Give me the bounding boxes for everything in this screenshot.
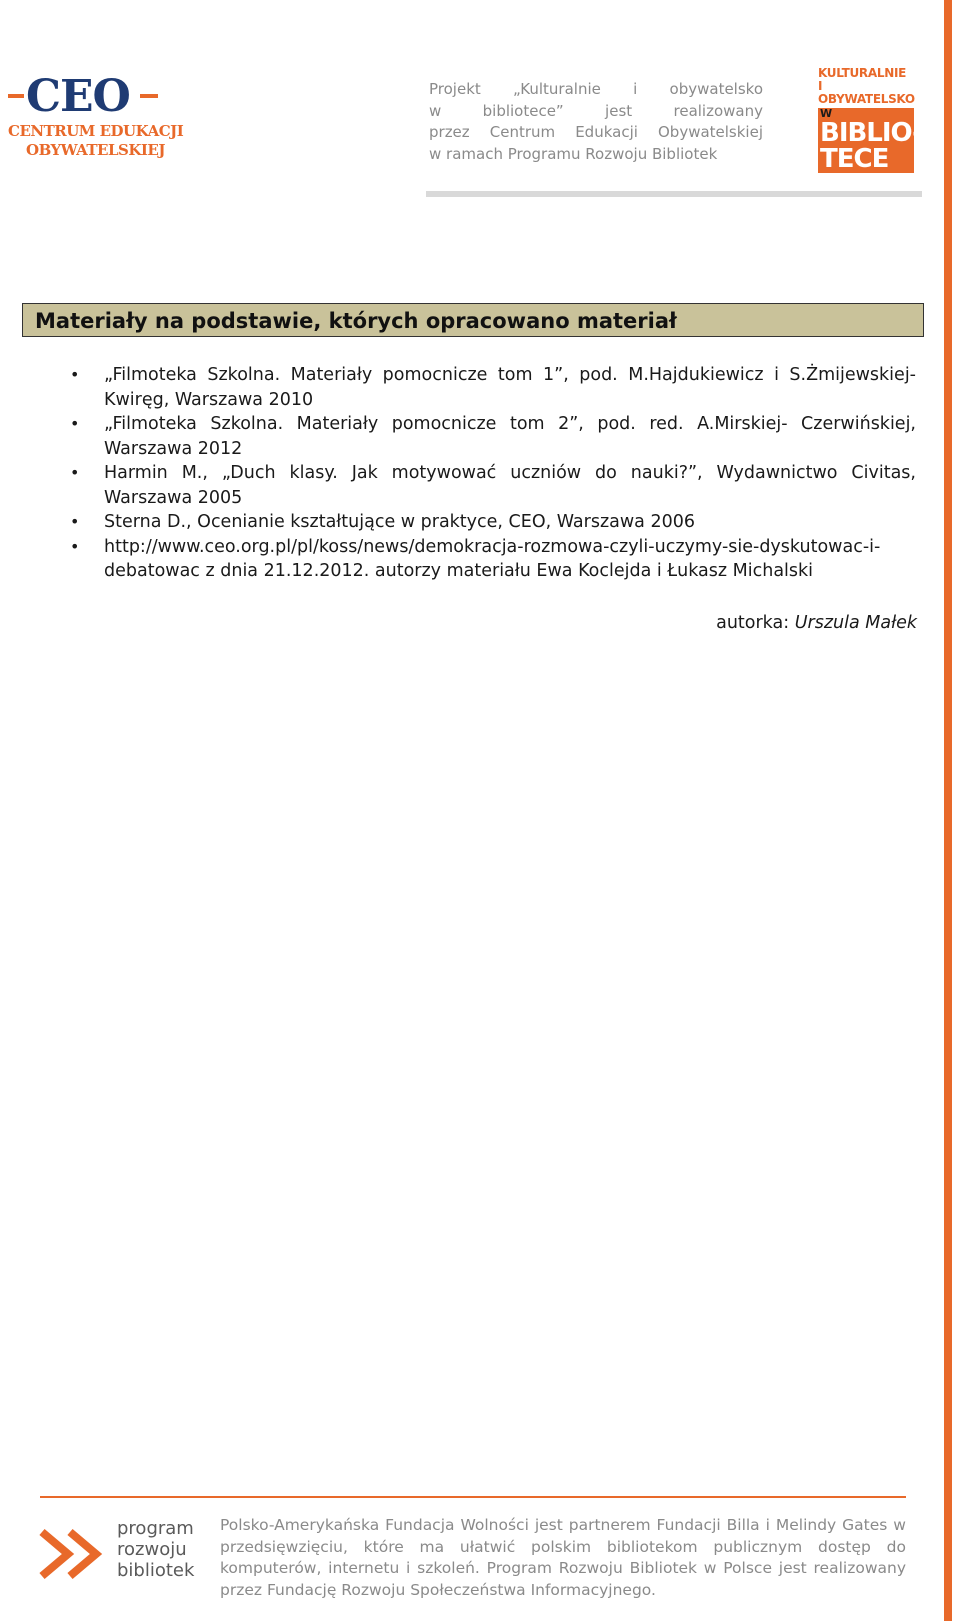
author-label: autorka: [716,613,790,633]
kulturalnie-logo-box [818,107,922,174]
ceo-logo-main: CEO [26,71,130,122]
project-line: w ramach Programu Rozwoju Bibliotek [429,144,718,163]
kulturalnie-logo-top1: KULTURALNIE [818,66,907,80]
project-line: przez Centrum Edukacji Obywatelskiej [429,123,763,141]
reference-text: Harmin M., „Duch klasy. Jak motywować uczniów do nauki?”, Wydawnictwo Civitas, Warszawa 2005 [104,463,916,508]
author-name: Urszula Małek [794,613,917,633]
references-list [66,363,916,584]
program-rozwoju-bibliotek-logo [38,1518,208,1588]
bullet-icon: • [70,365,80,384]
ceo-logo-line1: CENTRUM EDUKACJI [8,122,184,140]
program-logo-line: bibliotek [117,1560,195,1581]
reference-text: http://www.ceo.org.pl/pl/koss/news/demokracja-rozmowa-czyli-uczymy-sie-dyskutowac-i-debatowac z dnia 21.12.2012. autorzy materiału Ewa Koclejda i Łukasz Michalski [104,536,881,581]
kulturalnie-logo [818,66,922,174]
section-title: Materiały na podstawie, których opracowano materiał [35,309,677,333]
chevrons-icon [38,1526,108,1582]
footer-divider [40,1496,906,1498]
list-item [66,510,916,535]
project-line: w bibliotece” jest realizowany [429,101,763,120]
ceo-logo-dash-left [8,94,24,98]
kulturalnie-logo-big1: BIBLIO- [820,118,922,148]
kulturalnie-logo-big2: TECE [820,144,889,174]
program-logo-line: rozwoju [117,1539,187,1560]
right-accent-bar [944,0,952,1621]
footer-text: Polsko-Amerykańska Fundacja Wolności jest partnerem Fundacji Billa i Melindy Gates w przedsięwzięciu, które ma ułatwić polskim bibliotekom publicznym dostęp do komputerów, internetu i szkoleń. Program Rozwoju Bibliotek w Polsce jest realizowany przez Fundację Rozwoju Społeczeństwa Informacyjnego. [220,1516,906,1599]
bullet-icon: • [70,463,80,482]
reference-text: „Filmoteka Szkolna. Materiały pomocnicze tom 2”, pod. red. A.Mirskiej- Czerwińskiej, Warszawa 2012 [104,414,916,459]
ceo-logo-dash-right [140,94,158,98]
reference-text: „Filmoteka Szkolna. Materiały pomocnicze tom 1”, pod. M.Hajdukiewicz i S.Żmijewskiej-Kwiręg, Warszawa 2010 [104,365,916,410]
section-heading [22,303,924,337]
ceo-logo [8,71,184,162]
author-line [0,613,917,633]
list-item [66,535,916,584]
header-divider [426,191,922,197]
project-line: Projekt „Kulturalnie i obywatelsko [429,80,763,98]
kulturalnie-logo-small: W [820,107,833,120]
list-item [66,363,916,412]
project-description [429,79,763,165]
bullet-icon: • [70,512,80,531]
list-item [66,412,916,461]
bullet-icon: • [70,536,80,556]
program-logo-text [117,1518,194,1581]
ceo-logo-line2: OBYWATELSKIEJ [26,141,165,159]
program-logo-line: program [117,1518,194,1539]
bullet-icon: • [70,414,80,433]
kulturalnie-logo-top2: I OBYWATELSKO [818,79,915,106]
reference-text: Sterna D., Ocenianie kształtujące w praktyce, CEO, Warszawa 2006 [104,512,695,532]
list-item [66,461,916,510]
